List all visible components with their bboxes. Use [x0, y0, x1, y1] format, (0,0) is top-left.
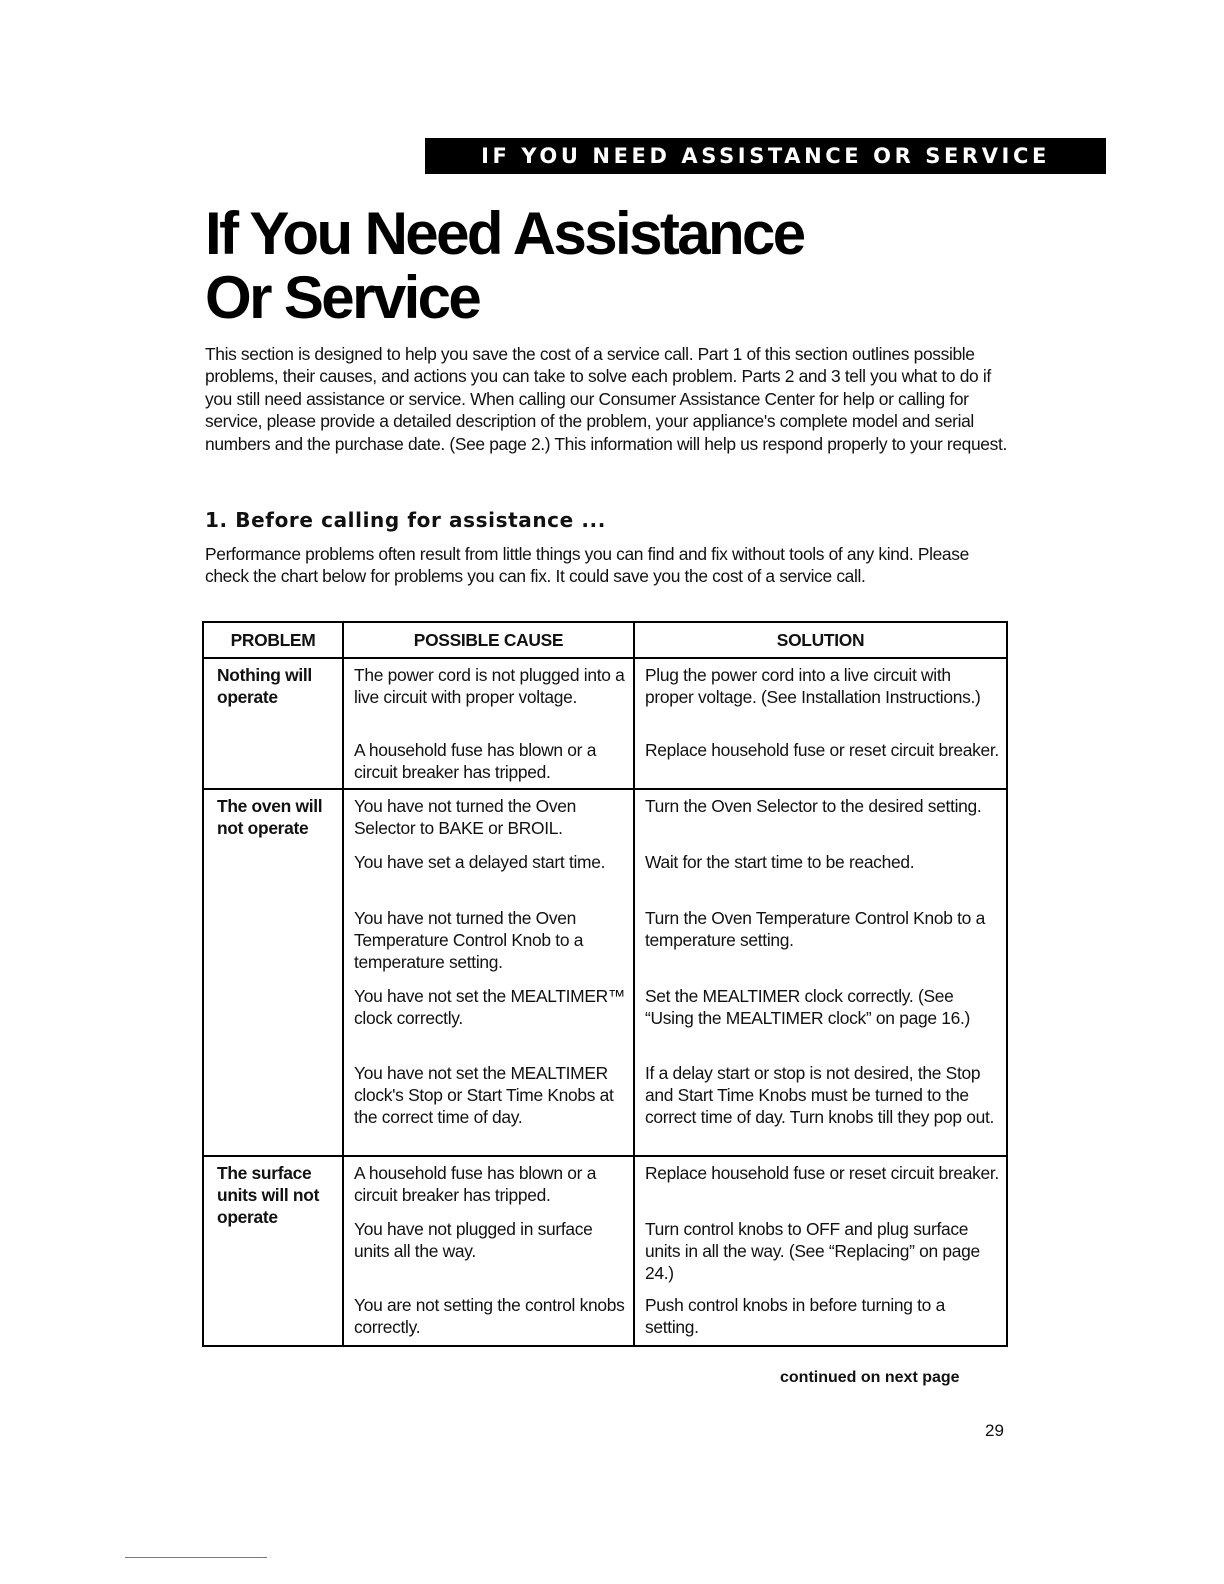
cause-entry: A household fuse has blown or a circuit breaker has tripped. — [354, 740, 597, 783]
solution-entry: Replace household fuse or reset circuit breaker. — [645, 1163, 999, 1183]
cause-cell — [343, 1156, 634, 1346]
solution-cell — [634, 658, 1007, 789]
section-heading: 1. Before calling for assistance ... — [205, 508, 606, 532]
solution-entry: Turn the Oven Temperature Control Knob to a temperature setting. — [645, 908, 985, 951]
cause-entry: You have not turned the Oven Selector to BAKE or BROIL. — [354, 796, 577, 839]
solution-cell — [634, 789, 1007, 1156]
section-intro-paragraph: Performance problems often result from little things you can find and fix without tools of any kind. Please check the chart below for problems you can fix. It could save you the cost of a service call. — [205, 544, 969, 587]
section-header-banner: IF YOU NEED ASSISTANCE OR SERVICE — [425, 138, 1106, 174]
solution-cell — [634, 1156, 1007, 1346]
cause-entry: The power cord is not plugged into a live circuit with proper voltage. — [354, 665, 625, 708]
table-row — [203, 789, 1007, 1156]
troubleshooting-table — [202, 621, 1008, 1347]
cause-cell — [343, 658, 634, 789]
solution-entry: Push control knobs in before turning to a setting. — [645, 1295, 945, 1338]
page-title-line-1: If You Need Assistance — [205, 200, 804, 267]
continued-note: continued on next page — [780, 1369, 960, 1386]
page-title — [205, 202, 1105, 330]
cause-entry: You have not set the MEALTIMER clock's Stop or Start Time Knobs at the correct time of day. — [354, 1063, 614, 1128]
table-row — [203, 658, 1007, 789]
solution-entry: If a delay start or stop is not desired, the Stop and Start Time Knobs must be turned to the correct time of day. Turn knobs till they pop out. — [645, 1063, 995, 1128]
solution-entry: Replace household fuse or reset circuit breaker. — [645, 740, 999, 760]
footer-rule — [125, 1557, 267, 1558]
solution-entry: Plug the power cord into a live circuit with proper voltage. (See Installation Instructions.) — [645, 665, 981, 708]
header-solution: SOLUTION — [634, 622, 1007, 658]
cause-entry: You are not setting the control knobs correctly. — [354, 1295, 625, 1338]
cause-entry: You have set a delayed start time. — [354, 852, 606, 872]
cause-entry: You have not turned the Oven Temperature Control Knob to a temperature setting. — [354, 908, 584, 973]
cause-entry: You have not set the MEALTIMER™ clock correctly. — [354, 986, 626, 1029]
cause-cell — [343, 789, 634, 1156]
intro-paragraph: This section is designed to help you save the cost of a service call. Part 1 of this section outlines possible problems, their causes, and actions you can take to solve each problem. Parts 2 and 3 tell you what to do if you still need assistance or service. When calling our Consumer Assistance Center for help or calling for service, please provide a detailed description of the problem, your appliance's complete model and serial numbers and the purchase date. (See page 2.) This information will help us respond properly to your request. — [205, 344, 1007, 454]
solution-entry: Wait for the start time to be reached. — [645, 852, 915, 872]
header-possible-cause: POSSIBLE CAUSE — [343, 622, 634, 658]
solution-entry: Set the MEALTIMER clock correctly. (See “Using the MEALTIMER clock” on page 16.) — [645, 986, 970, 1029]
table-header-row — [203, 622, 1007, 658]
solution-entry: Turn the Oven Selector to the desired setting. — [645, 796, 982, 816]
header-problem: PROBLEM — [203, 622, 343, 658]
solution-entry: Turn control knobs to OFF and plug surface units in all the way. (See “Replacing” on page 24.) — [645, 1219, 980, 1284]
problem-cell: Nothing will operate — [203, 658, 343, 789]
cause-entry: You have not plugged in surface units all the way. — [354, 1219, 593, 1262]
table-row — [203, 1156, 1007, 1346]
problem-cell: The oven will not operate — [203, 789, 343, 1156]
page-number: 29 — [985, 1421, 1004, 1440]
problem-cell: The surface units will not operate — [203, 1156, 343, 1346]
cause-entry: A household fuse has blown or a circuit breaker has tripped. — [354, 1163, 597, 1206]
page-title-line-2: Or Service — [205, 264, 480, 331]
